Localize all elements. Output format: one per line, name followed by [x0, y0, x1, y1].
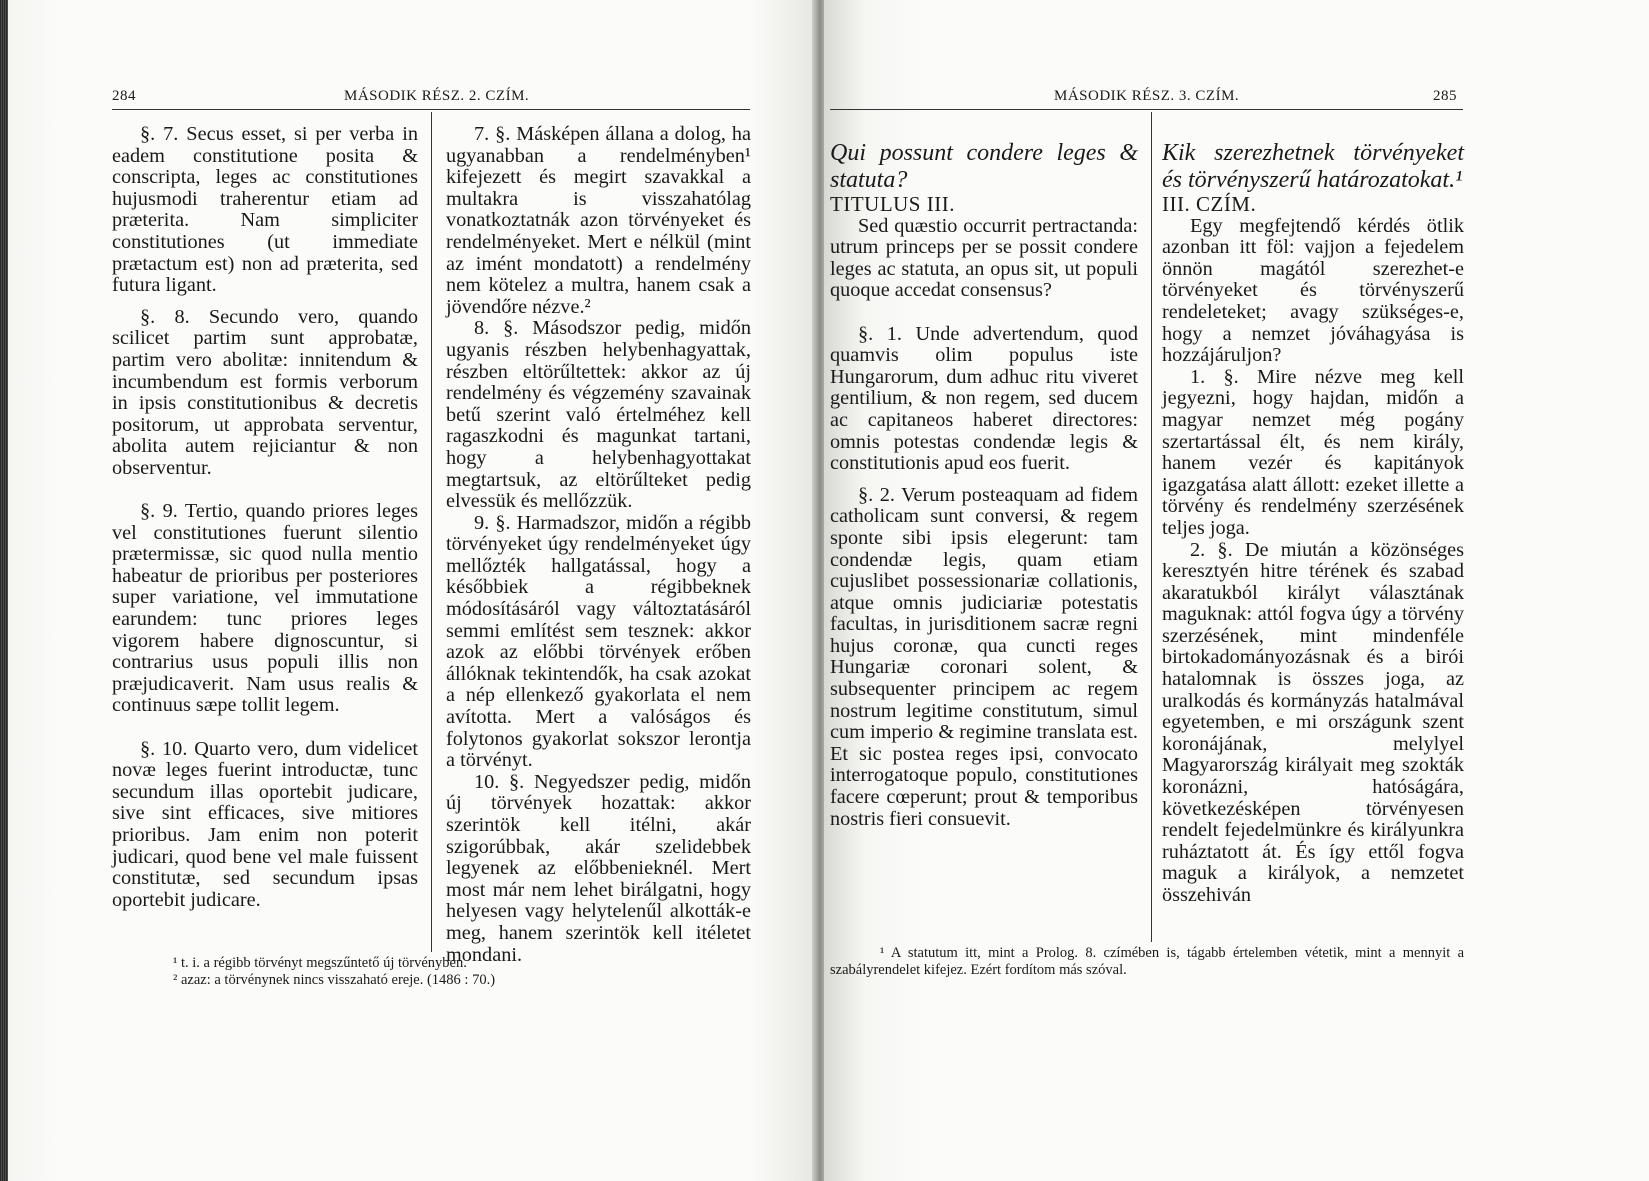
paragraph: 7. §. Másképen állana a dolog, ha ugyanabban a rendelményben¹ kifejezett és megirt szavakkal a multakra is visszahatólag vonatkoztatnák azon törvényeket és rendelményeket. Mert e nélkül (mint az imént mondatott) a rendelmény nem kötelez a multra, hanem csak a jövendőre nézve.² [446, 123, 751, 318]
paragraph: 10. §. Negyedszer pedig, midőn új törvények hozattak: akkor szerintök kell itélni, akár szigorúbbak, akár szelidebbek legyenek az előbbenieknél. Mert most már nem lehet birálgatni, hogy helyesen vagy helytelenűl alkották-e meg, hanem szerintök kell itéletet mondani. [446, 770, 751, 966]
page-number: 285 [1433, 88, 1457, 104]
paragraph: §. 2. Verum posteaquam ad fidem catholicam sunt conversi, & regem sponte sibi ipsis elegerunt: tam condendæ legis, quam etiam cujuslibet possessionariæ collationis, atque omnis judiciariæ potestatis facultas, in jurisditionem sacræ regni hujus coronæ, qua cuncti reges Hungariæ coronari solent, & subsequenter principem ac regem nostrum legitime constitutum, simul cum imperio & regimine translata est. Et sic postea reges ipsi, convocato interrogatoque populo, constitutiones facere cœperunt; prout & temporibus nostris fieri consuevit. [830, 483, 1138, 830]
paragraph: §. 1. Unde advertendum, quod quamvis olim populus iste Hungarorum, dum adhuc ritu viveret gentilium, & non regem, sed ducem ac capitaneos haberet directores: omnis potestas condendæ legis & constitutionis apud eos fuerit. [830, 322, 1138, 475]
header-rule [112, 109, 750, 110]
latin-column [112, 124, 418, 911]
footnote: ² azaz: a törvénynek nincs visszaható ereje. (1486 : 70.) [173, 972, 496, 988]
paragraph: 8. §. Másodszor pedig, midőn ugyanis részben helybenhagyattak, részben eltörűltettek: akkor az új rendelmény és végzemény szavainak betű szerint való értelméhez kell ragaszkodni és magunkat tartani, hogy a helybenhagyottakat megtartsuk, az eltörűlteket pedig elvessük és mellőzzük. [446, 317, 751, 513]
paragraph: Sed quæstio occurrit pertractanda: utrum princeps per se possit condere leges ac statuta, an opus sit, ut populi quoque accedat consensus? [830, 214, 1138, 302]
paragraph: §. 8. Secundo vero, quando scilicet partim sunt approbatæ, partim vero abolitæ: innitendum & incumbendum est formis verborum in ipsis constitutionibus & decretis positorum, ut approbata serventur, abolita autem rejiciantur & non observentur. [112, 305, 418, 479]
section-heading: Kik szerezhetnek törvényeket és törvényszerű határozatokat.¹ [1162, 140, 1464, 193]
footnote: ¹ A statutum itt, mint a Prolog. 8. czímében is, tágabb értelemben vétetik, mint a mennyit a szabályrendelet kifejez. Ezért fordítom más szóval. [830, 945, 1464, 978]
hungarian-column [1162, 140, 1464, 907]
paragraph: Egy megfejtendő kérdés ötlik azonban itt föl: vajjon a fejedelem önnön magától szerezhet-e törvényeket és törvényszerű rendeleteket; avagy szükséges-e, hogy a nemzet jóváhagyása is hozzájáruljon? [1162, 214, 1464, 367]
footnotes [830, 945, 1464, 979]
latin-column [830, 140, 1138, 830]
paragraph: 1. §. Mire nézve meg kell jegyezni, hogy hajdan, midőn a magyar nemzet még pogány szertartással élt, és nem király, hanem vezér és kapitányok igazgatása alatt állott: ezeket illette a törvény és rendelmény szerzésének teljes joga. [1162, 365, 1464, 539]
footnotes [173, 955, 753, 989]
paragraph: §. 10. Quarto vero, dum videlicet novæ leges fuerint introductæ, tunc secundum illas oportebit judicare, sive sint efficaces, sive mitiores prioribus. Jam enim non poterit judicari, quod bene vel male fuissent constitutæ, sed secundum ipsas oportebit judicare. [112, 737, 418, 911]
column-divider [1151, 112, 1152, 942]
paragraph: 9. §. Harmadszor, midőn a régibb törvényeket úgy rendelményeket úgy mellőzték hallgatással, hogy a későbbiek a régibbeknek módosításáról vagy változtatásáról semmi említést sem tesznek: akkor azok az előbbi törvények erőben állóknak tekintendők, ha csak azokat a nép ellenkező gyakorlata el nem avította. Mert a valóságos és folytonos gyakorlat sokszor lerontja a törvényt. [446, 511, 751, 772]
column-divider [431, 112, 432, 952]
section-title: TITULUS III. [830, 192, 955, 216]
page-number: 284 [112, 88, 136, 104]
paragraph: §. 9. Tertio, quando priores leges vel constitutiones fuerunt silentio prætermissæ, sic quod nulla mentio habeatur de prioribus per posteriores super variatione, vel immutatione earundem: tunc priores leges vigorem habere dignoscuntur, si contrarius usus populi illis non præjudicaverit. Nam usus realis & continuus sæpe tollit legem. [112, 500, 418, 717]
header-rule [830, 109, 1463, 110]
paragraph: 2. §. De miután a közönséges keresztyén hitre térének és szabad akaratukból királyt választának maguknak: attól fogva úgy a törvény szerzésének, mint mindenféle birtokadományozásnak és a birói hatalomnak is összes joga, az uralkodás és kormányzás hatalmával egyetemben, e mi országunk szent koronájának, melylyel Magyarország királyait meg szokták koronázni, hatóságára, következésképen törvényesen rendelt fejedelmünkre és királyunkra ruháztatott át. És így ettől fogva maguk a királyok, a nemzetet összehiván [1162, 538, 1464, 906]
running-head: MÁSODIK RÉSZ. 2. CZÍM. [344, 88, 530, 104]
section-title: III. CZÍM. [1162, 192, 1257, 216]
right-page [824, 0, 1649, 1181]
running-head: MÁSODIK RÉSZ. 3. CZÍM. [1054, 88, 1240, 104]
left-page [8, 0, 816, 1181]
section-heading: Qui possunt condere leges & statuta? [830, 140, 1138, 193]
paragraph: §. 7. Secus esset, si per verba in eadem constitutione posita & conscripta, leges ac constitutiones hujusmodi traherentur etiam ad præterita. Nam simpliciter constitutiones (ut immediate prætactum est) non ad præterita, sed futura ligant. [112, 123, 418, 297]
footnote: ¹ t. i. a régibb törvényt megszűntető új törvényben. [173, 955, 467, 971]
hungarian-column [446, 124, 751, 966]
